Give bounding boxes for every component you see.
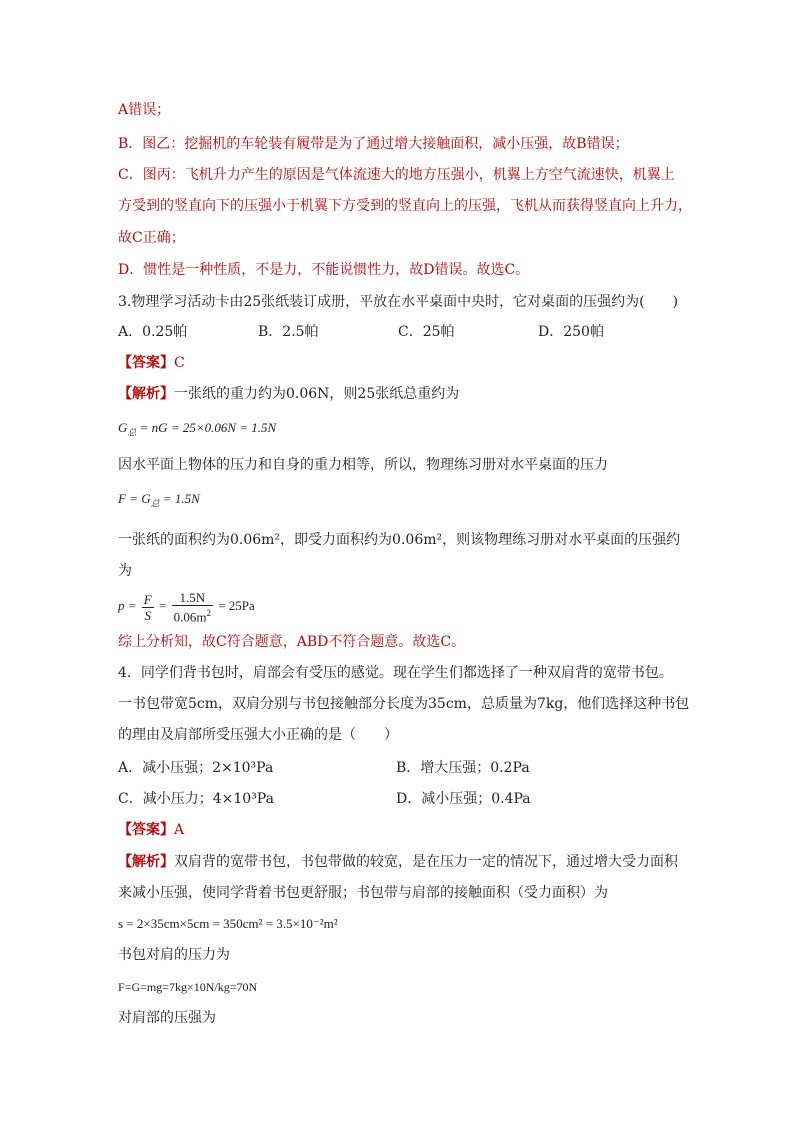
analysis-line-b: B．图乙：挖掘机的车轮装有履带是为了通过增大接触面积，减小压强，故B错误； bbox=[118, 136, 629, 152]
eq3-sup: 2 bbox=[206, 607, 211, 618]
q3-text-area: 一张纸的面积约为0.06m²，即受力面积约为0.06m²，则该物理练习册对水平桌面的压强约 bbox=[118, 532, 681, 548]
q3-analysis-label: 【解析】 bbox=[118, 386, 174, 402]
q4-option-d: D．减小压强；0.4Pa bbox=[396, 791, 531, 807]
question-4-stem-2: 一书包带宽5cm，双肩分别与书包接触部分长度为35cm，总质量为7kg，他们选择这种书包 bbox=[118, 696, 690, 712]
eq1-sub: 总 bbox=[127, 427, 137, 438]
eq3-f-num: F bbox=[143, 591, 152, 607]
eq3-fraction-fs bbox=[142, 592, 154, 623]
q4-answer bbox=[118, 820, 184, 840]
eq3-n-den-wrap bbox=[172, 606, 213, 624]
analysis-line-c3: 故C正确； bbox=[118, 230, 185, 246]
q3-option-c: C．25帕 bbox=[398, 324, 455, 340]
q4-option-c: C．减小压力；4×10³Pa bbox=[118, 791, 274, 807]
q3-answer bbox=[118, 353, 185, 373]
eq3-p: p = bbox=[118, 598, 137, 613]
eq3-eq: = bbox=[158, 598, 167, 613]
q4-analysis-2: 来减小压强，使同学背着书包更舒服；书包带与肩部的接触面积（受力面积）为 bbox=[118, 885, 608, 901]
q4-answer-label: 【答案】 bbox=[118, 822, 174, 838]
eq3-f-den: S bbox=[144, 607, 151, 623]
eq2-rhs: = 1.5N bbox=[159, 491, 200, 506]
eq3-result: = 25Pa bbox=[218, 598, 255, 613]
q3-equation-pressure bbox=[118, 586, 255, 626]
q3-option-b: B．2.5帕 bbox=[258, 324, 319, 340]
analysis-line-d: D．惯性是一种性质，不是力，不能说惯性力，故D错误。故选C。 bbox=[118, 262, 530, 278]
eq3-n-den: 0.06m bbox=[173, 609, 207, 625]
q3-option-a: A．0.25帕 bbox=[118, 324, 188, 340]
q3-answer-value: C bbox=[174, 355, 185, 371]
q4-answer-value: A bbox=[174, 822, 185, 838]
question-4-stem-3: 的理由及肩部所受压强大小正确的是（ ） bbox=[118, 727, 398, 743]
q3-conclusion: 综上分析知，故C符合题意，ABD不符合题意。故选C。 bbox=[118, 634, 466, 650]
eq3-n-num: 1.5N bbox=[172, 590, 213, 606]
q3-text-area-b: 为 bbox=[118, 563, 132, 579]
eq1-rhs: = nG = 25×0.06N = 1.5N bbox=[136, 420, 277, 435]
analysis-line-c2: 方受到的竖直向下的压强小于机翼下方受到的竖直向上的压强，飞机从而获得竖直向上升力， bbox=[118, 198, 692, 214]
eq1-lhs: G bbox=[118, 420, 128, 435]
q3-text-force: 因水平面上物体的压力和自身的重力相等，所以，物理练习册对水平桌面的压力 bbox=[118, 457, 608, 473]
analysis-line-a: A错误； bbox=[118, 102, 171, 118]
eq3-fraction-values bbox=[172, 590, 213, 624]
q4-analysis-label: 【解析】 bbox=[118, 854, 174, 870]
analysis-line-c1: C．图丙：飞机升力产生的原因是气体流速大的地方压强小，机翼上方空气流速快，机翼上 bbox=[118, 167, 675, 183]
q3-option-d: D．250帕 bbox=[538, 324, 604, 340]
q3-equation-force bbox=[118, 489, 200, 514]
q4-option-b: B．增大压强；0.2Pa bbox=[396, 760, 530, 776]
q4-text-force: 书包对肩的压力为 bbox=[118, 947, 230, 963]
question-3-stem: 3.物理学习活动卡由25张纸装订成册，平放在水平桌面中央时，它对桌面的压强约为( ) bbox=[118, 294, 679, 310]
q4-analysis-text-1: 双肩背的宽带书包，书包带做的较宽，是在压力一定的情况下，通过增大受力面积 bbox=[174, 854, 678, 870]
eq2-lhs: F = G bbox=[118, 491, 151, 506]
q4-option-a: A．减小压强；2×10³Pa bbox=[118, 760, 274, 776]
question-4-stem-1: 4．同学们背书包时，肩部会有受压的感觉。现在学生们都选择了一种双肩背的宽带书包。 bbox=[118, 665, 673, 681]
q4-equation-force: F=G=mg=7kg×10N/kg=70N bbox=[118, 980, 258, 994]
q3-analysis bbox=[118, 384, 459, 404]
q3-answer-label: 【答案】 bbox=[118, 355, 174, 371]
q3-equation-total-weight bbox=[118, 418, 276, 443]
q4-equation-area: s = 2×35cm×5cm = 350cm² = 3.5×10⁻²m² bbox=[118, 916, 338, 931]
eq2-sub: 总 bbox=[150, 498, 160, 509]
q4-text-pressure: 对肩部的压强为 bbox=[118, 1010, 216, 1026]
q3-analysis-text: 一张纸的重力约为0.06N，则25张纸总重约为 bbox=[174, 386, 460, 402]
q4-analysis-1 bbox=[118, 852, 678, 872]
